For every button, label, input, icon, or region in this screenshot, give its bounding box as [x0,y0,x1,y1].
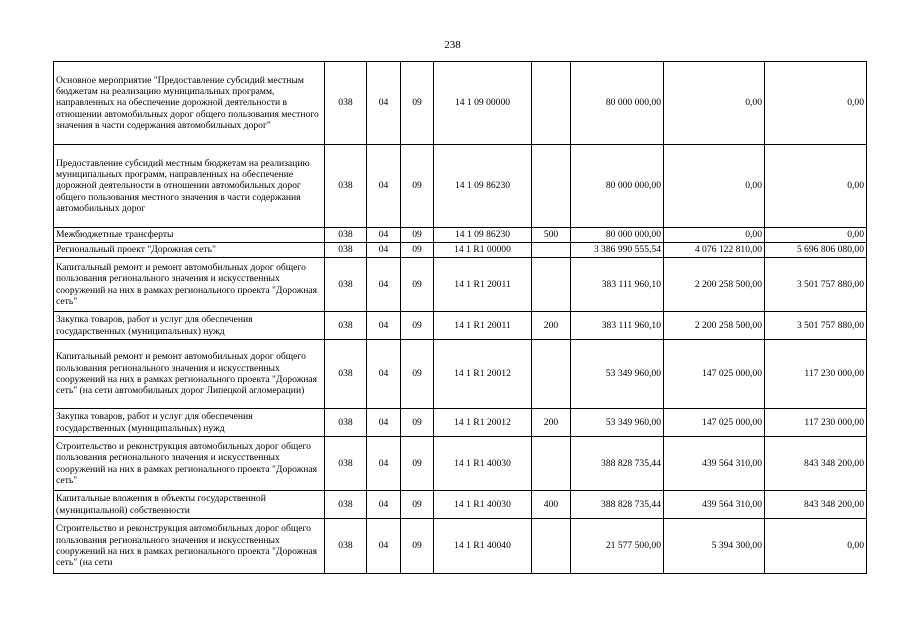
ministry-code: 038 [325,258,367,312]
section-code: 04 [367,258,401,312]
amount-year-2: 0,00 [664,145,765,228]
row-name: Региональный проект "Дорожная сеть" [54,243,325,258]
amount-year-3: 117 230 000,00 [765,340,867,409]
subsection-code: 09 [401,519,434,574]
section-code: 04 [367,340,401,409]
amount-year-2: 2 200 258 500,00 [664,258,765,312]
amount-year-3: 0,00 [765,519,867,574]
target-article-code: 14 1 09 86230 [434,145,532,228]
target-article-code: 14 1 R1 40030 [434,491,532,519]
amount-year-1: 53 349 960,00 [571,340,664,409]
expense-type-code [532,519,571,574]
amount-year-1: 388 828 735,44 [571,437,664,491]
amount-year-2: 439 564 310,00 [664,437,765,491]
row-name: Межбюджетные трансферты [54,228,325,243]
subsection-code: 09 [401,437,434,491]
amount-year-3: 0,00 [765,145,867,228]
subsection-code: 09 [401,228,434,243]
amount-year-3: 843 348 200,00 [765,437,867,491]
amount-year-3: 0,00 [765,62,867,145]
ministry-code: 038 [325,519,367,574]
expense-type-code [532,437,571,491]
expense-type-code: 200 [532,409,571,437]
table-row [54,312,867,340]
section-code: 04 [367,312,401,340]
section-code: 04 [367,519,401,574]
amount-year-1: 3 386 990 555,54 [571,243,664,258]
amount-year-3: 843 348 200,00 [765,491,867,519]
row-name: Закупка товаров, работ и услуг для обеспечения государственных (муниципальных) нужд [54,409,325,437]
ministry-code: 038 [325,409,367,437]
table-row [54,491,867,519]
section-code: 04 [367,491,401,519]
section-code: 04 [367,437,401,491]
section-code: 04 [367,62,401,145]
ministry-code: 038 [325,243,367,258]
section-code: 04 [367,145,401,228]
subsection-code: 09 [401,312,434,340]
ministry-code: 038 [325,62,367,145]
expense-type-code: 200 [532,312,571,340]
amount-year-3: 3 501 757 880,00 [765,258,867,312]
section-code: 04 [367,228,401,243]
ministry-code: 038 [325,228,367,243]
subsection-code: 09 [401,145,434,228]
ministry-code: 038 [325,491,367,519]
amount-year-3: 5 696 806 080,00 [765,243,867,258]
budget-table [53,61,867,574]
subsection-code: 09 [401,258,434,312]
row-name: Строительство и реконструкция автомобильных дорог общего пользования регионального значения и искусственных сооружений на них в рамках регионального проекта "Дорожная сеть" [54,437,325,491]
expense-type-code [532,145,571,228]
target-article-code: 14 1 R1 40030 [434,437,532,491]
subsection-code: 09 [401,243,434,258]
table-body [54,62,867,574]
amount-year-1: 388 828 735,44 [571,491,664,519]
section-code: 04 [367,409,401,437]
subsection-code: 09 [401,491,434,519]
target-article-code: 14 1 R1 20012 [434,409,532,437]
amount-year-1: 21 577 500,00 [571,519,664,574]
amount-year-2: 0,00 [664,62,765,145]
target-article-code: 14 1 R1 20011 [434,312,532,340]
ministry-code: 038 [325,437,367,491]
expense-type-code: 400 [532,491,571,519]
expense-type-code [532,62,571,145]
target-article-code: 14 1 R1 20011 [434,258,532,312]
page-number: 238 [444,39,461,51]
row-name: Основное мероприятие "Предоставление субсидий местным бюджетам на реализацию муниципальных программ, направленных на обеспечение дорожной деятельности в отношении автомобильных дорог общего пользования местного значения в части содержания автомобильных дорог" [54,62,325,145]
row-name: Закупка товаров, работ и услуг для обеспечения государственных (муниципальных) нужд [54,312,325,340]
amount-year-1: 80 000 000,00 [571,228,664,243]
amount-year-1: 80 000 000,00 [571,62,664,145]
amount-year-2: 0,00 [664,228,765,243]
target-article-code: 14 1 09 86230 [434,228,532,243]
amount-year-2: 147 025 000,00 [664,340,765,409]
expense-type-code [532,243,571,258]
amount-year-1: 383 111 960,10 [571,312,664,340]
expense-type-code [532,258,571,312]
amount-year-2: 2 200 258 500,00 [664,312,765,340]
subsection-code: 09 [401,62,434,145]
subsection-code: 09 [401,409,434,437]
row-name: Строительство и реконструкция автомобильных дорог общего пользования регионального значения и искусственных сооружений на них в рамках регионального проекта "Дорожная сеть" (на сети [54,519,325,574]
amount-year-1: 53 349 960,00 [571,409,664,437]
amount-year-3: 0,00 [765,228,867,243]
amount-year-2: 5 394 300,00 [664,519,765,574]
target-article-code: 14 1 R1 20012 [434,340,532,409]
table-row [54,243,867,258]
target-article-code: 14 1 R1 00000 [434,243,532,258]
section-code: 04 [367,243,401,258]
table-row [54,519,867,574]
amount-year-3: 3 501 757 880,00 [765,312,867,340]
table-row [54,340,867,409]
target-article-code: 14 1 R1 40040 [434,519,532,574]
row-name: Капитальные вложения в объекты государственной (муниципальной) собственности [54,491,325,519]
table-row [54,145,867,228]
subsection-code: 09 [401,340,434,409]
row-name: Капитальный ремонт и ремонт автомобильных дорог общего пользования регионального значения и искусственных сооружений на них в рамках регионального проекта "Дорожная сеть" (на сети автомобильных дорог Липецкой агломерации) [54,340,325,409]
amount-year-2: 439 564 310,00 [664,491,765,519]
amount-year-1: 383 111 960,10 [571,258,664,312]
ministry-code: 038 [325,145,367,228]
ministry-code: 038 [325,340,367,409]
ministry-code: 038 [325,312,367,340]
amount-year-2: 147 025 000,00 [664,409,765,437]
table-row [54,437,867,491]
target-article-code: 14 1 09 00000 [434,62,532,145]
table-row [54,62,867,145]
table-row [54,409,867,437]
row-name: Капитальный ремонт и ремонт автомобильных дорог общего пользования регионального значения и искусственных сооружений на них в рамках регионального проекта "Дорожная сеть" [54,258,325,312]
expense-type-code [532,340,571,409]
table-row [54,258,867,312]
expense-type-code: 500 [532,228,571,243]
table-row [54,228,867,243]
amount-year-1: 80 000 000,00 [571,145,664,228]
amount-year-3: 117 230 000,00 [765,409,867,437]
amount-year-2: 4 076 122 810,00 [664,243,765,258]
row-name: Предоставление субсидий местным бюджетам на реализацию муниципальных программ, направленных на обеспечение дорожной деятельности в отношении автомобильных дорог общего пользования местного значения в части содержания автомобильных дорог [54,145,325,228]
